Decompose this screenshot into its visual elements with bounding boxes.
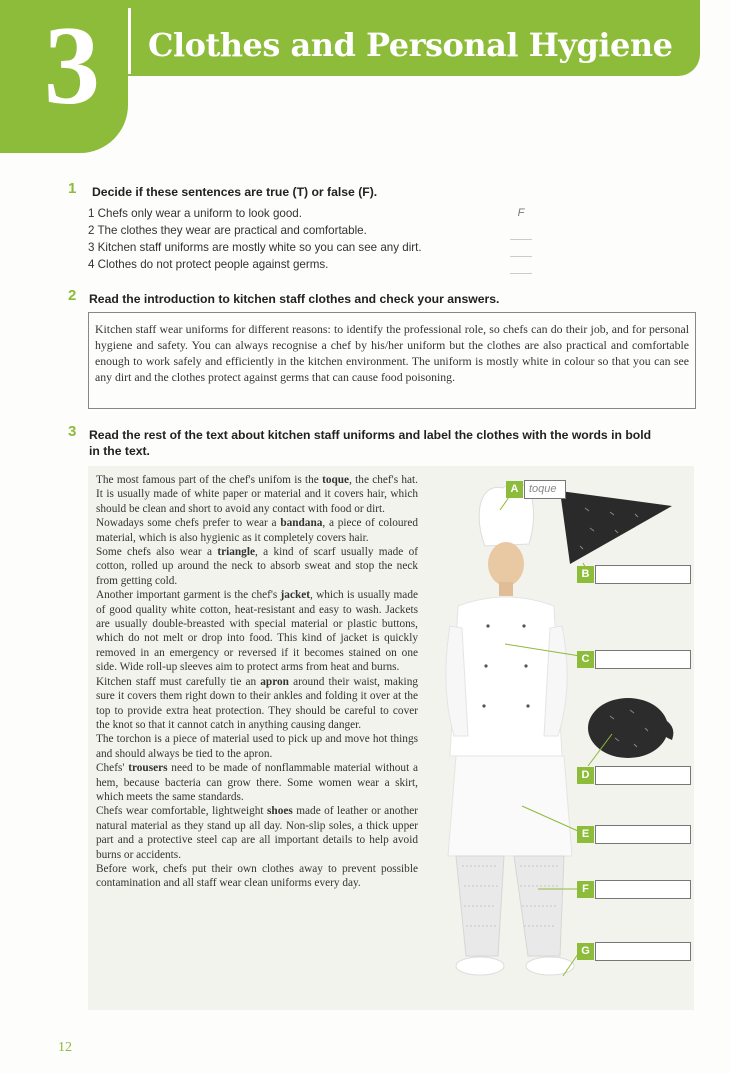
exercise-1-item-4: 4 Clothes do not protect people against germs. <box>88 258 329 271</box>
reading-text <box>96 473 418 891</box>
bold-word-trousers: trousers <box>128 762 168 775</box>
exercise-1-instruction: Decide if these sentences are true (T) or false (F). <box>92 185 378 199</box>
exercise-2-number: 2 <box>68 287 77 304</box>
answer-box-b[interactable] <box>595 565 691 584</box>
triangle-scarf-image <box>560 491 672 564</box>
bold-word-toque: toque <box>322 474 350 486</box>
label-a: A <box>506 481 523 498</box>
answer-box-a[interactable]: toque <box>524 480 566 499</box>
answer-1[interactable]: F <box>517 207 525 219</box>
paragraph-toque: The most famous part of the chef's unifom is the toque, the chef's hat. It is usually made of white paper or material and it covers hair, which should be clean and short to avoid any contact with food or dirt. <box>96 474 418 515</box>
bold-word-bandana: bandana <box>280 517 323 530</box>
label-f: F <box>577 881 594 898</box>
answer-box-d[interactable] <box>595 766 691 785</box>
bold-word-apron: apron <box>260 675 289 688</box>
exercise-1-item-1: 1 Chefs only wear a uniform to look good. <box>88 207 302 220</box>
shoes-image <box>456 957 504 975</box>
paragraph-trousers: Chefs' trousers need to be made of nonflammable material without a hem, because bacteria can grow there. Some women wear a skirt, which meets the same standards. <box>96 762 419 803</box>
paragraph-before-work: Before work, chefs put their own clothes away to prevent possible contamination and all staff wear clean uniforms every day. <box>96 862 418 890</box>
answer-box-f[interactable] <box>595 880 691 899</box>
label-e: E <box>577 826 594 843</box>
paragraph-jacket: Another important garment is the chef's jacket, which is usually made of good quality white cotton, heat-resistant and easy to wash. Jackets are usually double-breasted with special material or plastic buttons, which do not melt or drop into food. This kind of jacket is quickly removed in an emergency or reversed if it becomes stained on one side. Wide roll-up sleeves aim to protect arms from heat and burns. <box>96 589 418 674</box>
answer-box-c[interactable] <box>595 650 691 669</box>
banner-divider <box>128 8 131 74</box>
label-g: G <box>577 943 594 960</box>
paragraph-shoes: Chefs wear comfortable, lightweight shoes made of leather or another natural material as they stand up all day. Non-slip soles, a thick upper part and a protective steel cap are all important details to help avoid burns or accidents. <box>96 805 418 861</box>
intro-text-box: Kitchen staff wear uniforms for different reasons: to identify the professional role, so chefs can do their job, and for personal hygiene and safety. You can always recognise a chef by his/her uniform but the clothes are also practical and comfortable enough to work safely and efficiently in the kitchen environment. The uniform is mostly white in colour so that you can see any dirt and the clothes protect against germs that can cause food poisoning. <box>88 312 696 409</box>
answer-box-g[interactable] <box>595 942 691 961</box>
paragraph-bandana: Nowadays some chefs prefer to wear a bandana, a piece of coloured material, which is also hygienic as it completely covers hair. <box>96 517 418 544</box>
page-number: 12 <box>58 1040 72 1055</box>
answer-box-e[interactable] <box>595 825 691 844</box>
exercise-3-instruction-line1: Read the rest of the text about kitchen staff uniforms and label the clothes with the words in bold <box>89 428 652 442</box>
answer-line-3 <box>510 255 532 257</box>
apron-image <box>448 756 572 856</box>
exercise-3-number: 3 <box>68 423 77 440</box>
chef-illustration <box>420 466 694 1010</box>
exercise-1-item-2: 2 The clothes they wear are practical and comfortable. <box>88 224 367 237</box>
exercise-1-item-3: 3 Kitchen staff uniforms are mostly white so you can see any dirt. <box>88 241 422 254</box>
paragraph-triangle: Some chefs also wear a triangle, a kind of scarf usually made of cotton, rolled up around the neck to absorb sweat and stop the neck from getting cold. <box>96 546 418 587</box>
exercise-1-number: 1 <box>68 180 77 197</box>
label-b: B <box>577 566 594 583</box>
exercise-2-instruction: Read the introduction to kitchen staff clothes and check your answers. <box>89 292 500 306</box>
paragraph-apron: Kitchen staff must carefully tie an apron around their waist, making sure it covers them right down to their ankles and folding it over at the top to provide extra heat protection. They should be careful to cover the knot so that it cannot catch in anything causing danger. <box>96 675 418 731</box>
answer-line-4 <box>510 272 532 274</box>
paragraph-torchon: The torchon is a piece of material used to pick up and move hot things and should always be tied to the apron. <box>96 733 418 760</box>
chapter-number: 3 <box>44 4 100 128</box>
exercise-3-instruction-line2: in the text. <box>89 444 150 458</box>
chapter-title: Clothes and Personal Hygiene <box>148 26 673 64</box>
bold-word-jacket: jacket <box>280 589 311 602</box>
label-c: C <box>577 651 594 668</box>
answer-line-2 <box>510 238 532 240</box>
chef-face <box>488 542 524 586</box>
bold-word-triangle: triangle <box>217 546 255 559</box>
bold-word-shoes: shoes <box>267 805 293 818</box>
label-d: D <box>577 767 594 784</box>
